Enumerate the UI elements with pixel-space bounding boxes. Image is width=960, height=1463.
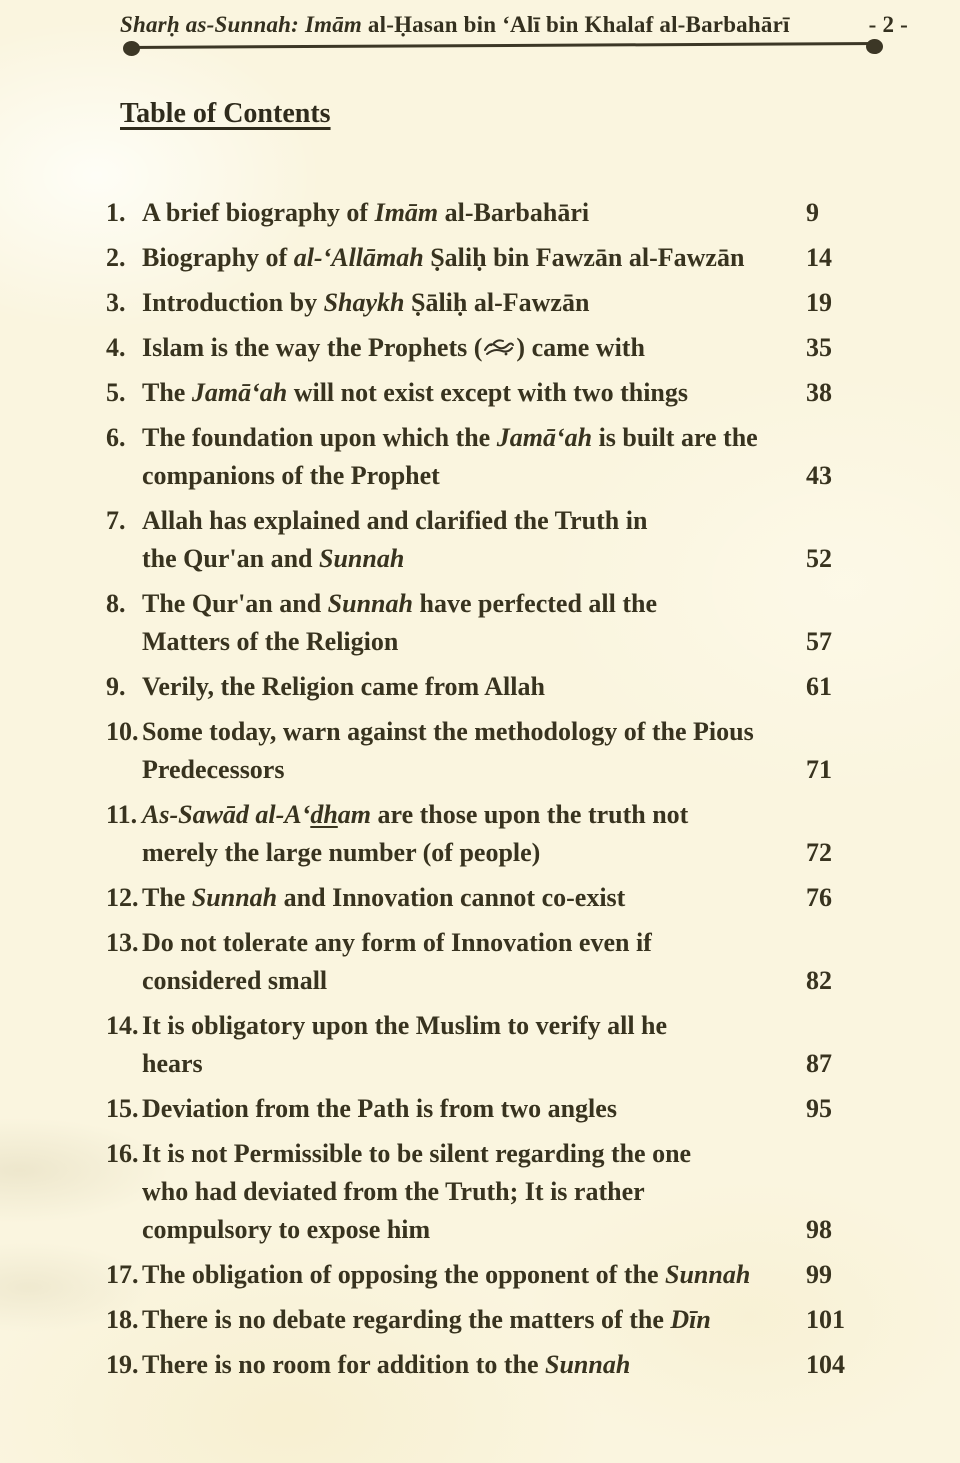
toc-item-title	[142, 502, 806, 578]
toc-item-page: 35	[806, 333, 832, 362]
toc-line: compulsory to expose him	[142, 1215, 431, 1244]
toc-line: The Sunnah and Innovation cannot co-exist	[142, 883, 626, 912]
toc-item-number: 11.	[106, 800, 138, 829]
toc-item-number: 4.	[106, 333, 126, 362]
toc-item-number: 12.	[106, 883, 139, 912]
toc-item	[106, 1007, 906, 1083]
toc-item	[106, 1135, 906, 1249]
toc-item	[106, 284, 906, 322]
toc-item-page: 72	[806, 838, 832, 867]
toc-item-number: 8.	[106, 589, 126, 618]
toc-item-title	[142, 924, 806, 1000]
toc-item-number: 16.	[106, 1139, 139, 1168]
toc-item-number: 3.	[106, 288, 126, 317]
rule-end-dot-left	[123, 41, 140, 56]
toc-item-title	[142, 284, 806, 322]
toc-item-page: 101	[806, 1305, 845, 1334]
toc-line: Some today, warn against the methodology of the Pious	[142, 717, 754, 746]
toc-item-number: 14.	[106, 1011, 139, 1040]
toc-line: It is obligatory upon the Muslim to verify all he	[142, 1011, 668, 1040]
toc-line: As-Sawād al-A‘dham are those upon the truth not	[142, 800, 689, 829]
toc-item-page: 57	[806, 627, 832, 656]
toc-item	[106, 1301, 906, 1339]
toc-line: Islam is the way the Prophets ( ) came with	[142, 333, 645, 362]
toc-item-number: 19.	[106, 1350, 139, 1379]
toc-item-page: 99	[806, 1260, 832, 1289]
rule-end-dot-right	[866, 39, 883, 54]
toc-item-title	[142, 585, 806, 661]
toc-line: the Qur'an and Sunnah	[142, 544, 405, 573]
toc-item	[106, 502, 906, 578]
toc-item	[106, 329, 906, 367]
toc-line: There is no debate regarding the matters of the Dīn	[142, 1305, 711, 1334]
toc-item	[106, 585, 906, 661]
toc-item-page: 52	[806, 544, 832, 573]
toc-item-number: 10.	[106, 717, 139, 746]
toc-item-number: 1.	[106, 198, 126, 227]
toc-item-title	[142, 713, 806, 789]
toc-line: The Jamā‘ah will not exist except with two things	[142, 378, 689, 407]
toc-item-title	[142, 239, 806, 277]
toc-item-number: 9.	[106, 672, 126, 701]
toc-item	[106, 194, 906, 232]
toc-line: merely the large number (of people)	[142, 838, 541, 867]
toc-item-title	[142, 1301, 806, 1339]
toc-line: who had deviated from the Truth; It is rather	[142, 1177, 645, 1206]
toc-item	[106, 239, 906, 277]
toc-line: Do not tolerate any form of Innovation even if	[142, 928, 652, 957]
toc-item-title	[142, 329, 806, 367]
toc-item	[106, 796, 906, 872]
toc-item	[106, 1256, 906, 1294]
toc-item-page: 19	[806, 288, 832, 317]
toc-line: Deviation from the Path is from two angles	[142, 1094, 617, 1123]
toc-line: companions of the Prophet	[142, 461, 440, 490]
toc-line: The obligation of opposing the opponent of the Sunnah	[142, 1260, 751, 1289]
toc-item-page: 98	[806, 1215, 832, 1244]
toc-heading: Table of Contents	[120, 98, 331, 129]
toc-item-page: 38	[806, 378, 832, 407]
toc-item-page: 104	[806, 1350, 845, 1379]
toc-line: hears	[142, 1049, 203, 1078]
toc-list	[106, 194, 906, 1391]
toc-item-title	[142, 796, 806, 872]
toc-item-number: 17.	[106, 1260, 139, 1289]
toc-line: Predecessors	[142, 755, 285, 784]
toc-item-page: 71	[806, 755, 832, 784]
toc-item-number: 15.	[106, 1094, 139, 1123]
toc-item-title	[142, 419, 806, 495]
toc-item-page: 87	[806, 1049, 832, 1078]
toc-item-title	[142, 668, 806, 706]
toc-line: Biography of al-‘Allāmah Ṣaliḥ bin Fawzān al-Fawzān	[142, 243, 745, 272]
toc-item-number: 2.	[106, 243, 126, 272]
toc-item-title	[142, 194, 806, 232]
toc-item	[106, 1346, 906, 1384]
toc-line: Verily, the Religion came from Allah	[142, 672, 545, 701]
toc-item	[106, 1090, 906, 1128]
toc-item-page: 43	[806, 461, 832, 490]
header-title: Sharḥ as-Sunnah: Imām al-Ḥasan bin ‘Alī bin Khalaf al-Barbahārī	[120, 12, 790, 37]
toc-line: considered small	[142, 966, 328, 995]
toc-item-page: 76	[806, 883, 832, 912]
toc-item-page: 61	[806, 672, 832, 701]
toc-item-title	[142, 1135, 806, 1249]
toc-item-number: 6.	[106, 423, 126, 452]
toc-item-number: 13.	[106, 928, 139, 957]
toc-item	[106, 879, 906, 917]
toc-item-page: 82	[806, 966, 832, 995]
toc-item-number: 18.	[106, 1305, 139, 1334]
toc-item-page: 14	[806, 243, 832, 272]
toc-line: A brief biography of Imām al-Barbahāri	[142, 198, 590, 227]
toc-line: The foundation upon which the Jamā‘ah is built are the	[142, 423, 758, 452]
toc-line: The Qur'an and Sunnah have perfected all the	[142, 589, 658, 618]
toc-item	[106, 713, 906, 789]
toc-item-title	[142, 1256, 806, 1294]
toc-line: Introduction by Shaykh Ṣāliḥ al-Fawzān	[142, 288, 590, 317]
running-header	[120, 12, 908, 38]
header-rule	[128, 42, 880, 49]
toc-item-title	[142, 1007, 806, 1083]
toc-item-page: 95	[806, 1094, 832, 1123]
toc-item	[106, 668, 906, 706]
toc-line: Matters of the Religion	[142, 627, 399, 656]
page-number: - 2 -	[868, 12, 908, 37]
toc-item-page: 9	[806, 198, 819, 227]
toc-line: There is no room for addition to the Sunnah	[142, 1350, 631, 1379]
toc-item	[106, 374, 906, 412]
toc-item-number: 5.	[106, 378, 126, 407]
toc-line: It is not Permissible to be silent regarding the one	[142, 1139, 692, 1168]
toc-item-title	[142, 374, 806, 412]
toc-item-number: 7.	[106, 506, 126, 535]
toc-item-title	[142, 879, 806, 917]
toc-item-title	[142, 1090, 806, 1128]
toc-line: Allah has explained and clarified the Truth in	[142, 506, 648, 535]
toc-item	[106, 924, 906, 1000]
toc-item-title	[142, 1346, 806, 1384]
prophets-honorific-icon	[482, 337, 516, 359]
toc-item	[106, 419, 906, 495]
